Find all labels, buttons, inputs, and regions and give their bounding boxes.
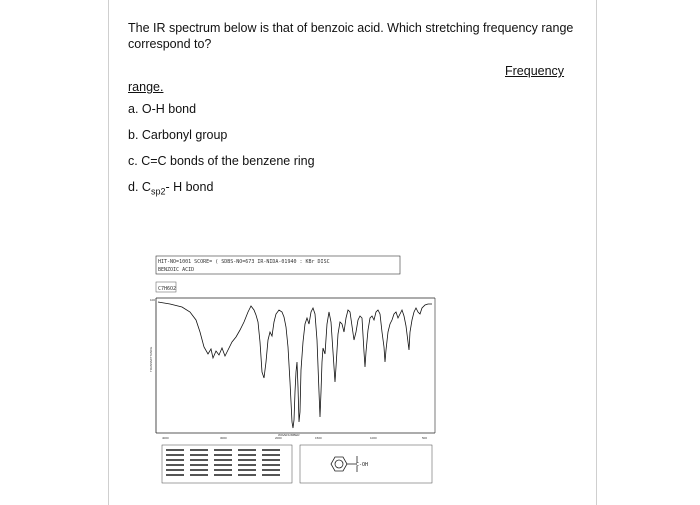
y-axis-label: TRANSMITTANCE [149, 346, 153, 372]
formula-label: C7H6O2 [158, 286, 177, 292]
structure-label: C-OH [356, 462, 369, 468]
option-d-prefix: d. C [128, 180, 151, 194]
x-tick-3: 2000 [275, 436, 282, 440]
ir-spectrum-figure [150, 252, 440, 488]
x-tick-5: 1000 [370, 436, 377, 440]
ir-spectrum-svg [150, 252, 440, 488]
peak-table [162, 445, 292, 483]
x-tick-4: 1500 [315, 436, 322, 440]
range-header: range. [128, 80, 164, 94]
option-b: b. Carbonyl group [128, 128, 228, 142]
option-d-subscript: sp2 [150, 186, 166, 197]
x-tick-1: 4000 [162, 436, 169, 440]
option-d [128, 180, 213, 197]
frequency-header: Frequency [505, 64, 565, 78]
option-c: c. C=C bonds of the benzene ring [128, 154, 315, 168]
option-a: a. O-H bond [128, 102, 197, 116]
x-tick-2: 3000 [220, 436, 227, 440]
spectrum-header-line2: BENZOIC ACID [158, 267, 195, 273]
x-axis-label: WAVENUMBER [278, 433, 300, 437]
x-tick-6: 500 [422, 436, 428, 440]
benzoic-acid-structure-icon [331, 456, 357, 472]
option-d-suffix: - H bond [165, 180, 214, 194]
y-top-tick: 100 [150, 298, 156, 302]
spectrum-trace [158, 302, 432, 428]
spectrum-header-line1: HIT-NO=1001 SCORE= ( SDBS-NO=673 IR-NIDA-01940 : KBr DISC [158, 259, 330, 265]
question-text: The IR spectrum below is that of benzoic acid. Which stretching frequency range correspond to? [128, 21, 574, 51]
